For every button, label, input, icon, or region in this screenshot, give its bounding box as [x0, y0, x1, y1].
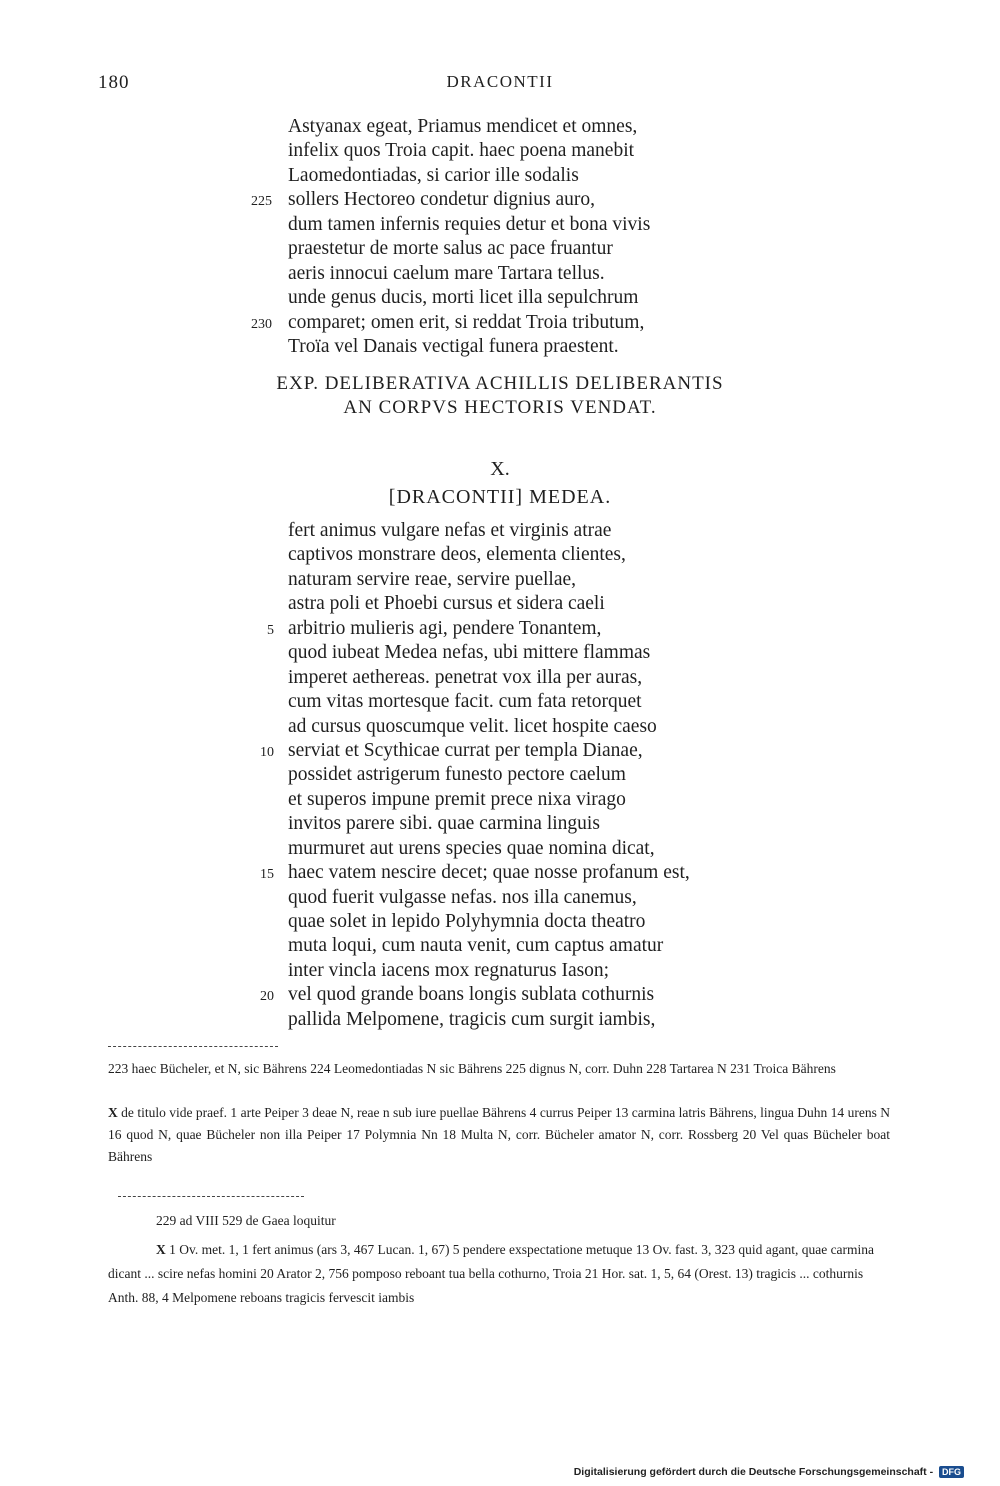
verse-text: haec vatem nescire decet; quae nosse profanum est, — [288, 862, 690, 884]
verse-line — [0, 763, 1000, 787]
verse-line — [0, 812, 1000, 836]
verse-line — [0, 959, 1000, 983]
line-number: 230 — [251, 316, 272, 332]
verse-text: captivos monstrare deos, elementa clientes, — [288, 544, 626, 566]
verse-text: cum vitas mortesque facit. cum fata retorquet — [288, 691, 642, 713]
verse-text: dum tamen infernis requies detur et bona vivis — [288, 213, 651, 235]
page-number: 180 — [98, 72, 130, 93]
verse-line — [0, 568, 1000, 592]
apparatus-x-text: de titulo vide praef. 1 arte Peiper 3 deae N, reae n sub iure puellae Bährens 4 currus Peiper 13 carmina latris Bährens, lingua Duhn 14 urens N 16 quod N, quae Bücheler non illa Peiper 17 Polymnia Nn 18 Multa N, corr. Bücheler amator N, corr. Rossberg 20 Vel quas Bücheler boat Bährens — [108, 1105, 891, 1164]
verse-line — [0, 837, 1000, 861]
dfg-logo: DFG — [939, 1466, 964, 1478]
verse-line — [0, 286, 1000, 310]
testimonia-paragraph-2 — [108, 1238, 890, 1310]
verse-text: quod fuerit vulgasse nefas. nos illa canemus, — [288, 886, 637, 908]
verse-text: praestetur de morte salus ac pace fruantur — [288, 238, 613, 260]
verse-text: fert animus vulgare nefas et virginis atrae — [288, 520, 612, 541]
verse-line — [0, 262, 1000, 286]
testimonia-x-text: 1 Ov. met. 1, 1 fert animus (ars 3, 467 Lucan. 1, 67) 5 pendere exspectatione metuque 13 Ov. fast. 3, 323 quid agant, quae carmina dicant ... scire nefas homini 20 Arator 2, 756 pomposo reboant tua bella cothurno, Troia 21 Hor. sat. 1, 5, 64 (Orest. 13) tragicis ... cothurnis Anth. 88, 4 Melpomene reboans tragicis fervescit iambis — [108, 1242, 875, 1305]
verse-line — [0, 690, 1000, 714]
verse-line — [0, 164, 1000, 188]
verse-text: pallida Melpomene, tragicis cum surgit iambis, — [288, 1008, 656, 1030]
verse-line — [0, 715, 1000, 739]
verse-line — [0, 666, 1000, 690]
poem-number: X. — [490, 458, 510, 480]
verse-text: Astyanax egeat, Priamus mendicet et omnes, — [288, 116, 638, 137]
verse-text: comparet; omen erit, si reddat Troia tributum, — [288, 311, 645, 333]
verse-line — [0, 237, 1000, 261]
verse-text: astra poli et Phoebi cursus et sidera caeli — [288, 593, 605, 615]
verse-text: inter vincla iacens mox regnaturus Iason; — [288, 959, 610, 981]
verse-text: Troïa vel Danais vectigal funera praestent. — [288, 335, 619, 357]
verse-line — [0, 617, 1000, 641]
verse-text: arbitrio mulieris agi, pendere Tonantem, — [288, 617, 602, 639]
verse-line — [0, 335, 1000, 359]
verse-line — [0, 592, 1000, 616]
line-number: 20 — [260, 989, 274, 1005]
verse-text: murmuret aut urens species quae nomina dicat, — [288, 837, 655, 859]
verse-block-medea — [0, 519, 1000, 1032]
verse-text: serviat et Scythicae currat per templa Dianae, — [288, 739, 643, 761]
testimonia-x-label: X — [156, 1242, 166, 1257]
verse-text: possidet astrigerum funesto pectore caelum — [288, 764, 626, 786]
running-head: DRACONTII — [446, 72, 554, 91]
verse-block-top — [0, 115, 1000, 359]
footer-credit-text: Digitalisierung gefördert durch die Deutsche Forschungsgemeinschaft - — [573, 1466, 934, 1478]
testimonia-line-1-text: 229 ad VIII 529 de Gaea loquitur — [156, 1213, 336, 1228]
line-number: 225 — [251, 194, 272, 210]
verse-line — [0, 934, 1000, 958]
explicit — [0, 372, 1000, 420]
poem-title: [DRACONTII] MEDEA. — [388, 486, 612, 508]
explicit-line-2: AN CORPVS HECTORIS VENDAT. — [343, 397, 657, 418]
verse-line — [0, 788, 1000, 812]
verse-text: et superos impune premit prece nixa virago — [288, 788, 626, 810]
verse-line — [0, 115, 1000, 139]
verse-line — [0, 139, 1000, 163]
verse-line — [0, 213, 1000, 237]
verse-text: quod iubeat Medea nefas, ubi mittere flammas — [288, 642, 651, 664]
verse-text: invitos parere sibi. quae carmina linguis — [288, 813, 600, 835]
verse-text: sollers Hectoreo condetur dignius auro, — [288, 189, 596, 211]
verse-line — [0, 519, 1000, 543]
verse-line — [0, 910, 1000, 934]
testimonia-line-1 — [108, 1210, 890, 1232]
verse-text: naturam servire reae, servire puellae, — [288, 568, 577, 590]
verse-line — [0, 886, 1000, 910]
verse-line — [0, 1008, 1000, 1032]
verse-line — [0, 543, 1000, 567]
verse-text: infelix quos Troia capit. haec poena manebit — [288, 140, 635, 162]
verse-text: ad cursus quoscumque velit. licet hospite caeso — [288, 715, 657, 737]
verse-line — [0, 739, 1000, 763]
verse-text: Laomedontiadas, si carior ille sodalis — [288, 164, 579, 186]
line-number: 10 — [260, 744, 274, 760]
verse-text: unde genus ducis, morti licet illa sepulchrum — [288, 287, 639, 309]
footer-credit — [574, 1466, 964, 1478]
apparatus-paragraph-1: 223 haec Bücheler, et N, sic Bährens 224 Leomedontiadas N sic Bährens 225 dignus N, corr. Duhn 228 Tartarea N 231 Troica Bährens — [108, 1061, 836, 1076]
apparatus-rule — [108, 1046, 278, 1047]
apparatus-paragraph-2 — [108, 1102, 890, 1168]
apparatus-x-label: X — [108, 1105, 118, 1120]
verse-line — [0, 861, 1000, 885]
line-number: 15 — [260, 867, 274, 883]
verse-line — [0, 983, 1000, 1007]
verse-text: aeris innocui caelum mare Tartara tellus. — [288, 262, 605, 284]
verse-line — [0, 188, 1000, 212]
verse-text: vel quod grande boans longis sublata cothurnis — [288, 984, 655, 1006]
verse-text: imperet aethereas. penetrat vox illa per auras, — [288, 666, 643, 688]
explicit-line-1: EXP. DELIBERATIVA ACHILLIS DELIBERANTIS — [276, 373, 724, 394]
verse-text: quae solet in lepido Polyhymnia docta theatro — [288, 911, 646, 932]
verse-line — [0, 641, 1000, 665]
verse-line — [0, 311, 1000, 335]
verse-text: muta loqui, cum nauta venit, cum captus amatur — [288, 935, 664, 957]
line-number: 5 — [267, 622, 274, 638]
testimonia-rule — [118, 1196, 304, 1197]
